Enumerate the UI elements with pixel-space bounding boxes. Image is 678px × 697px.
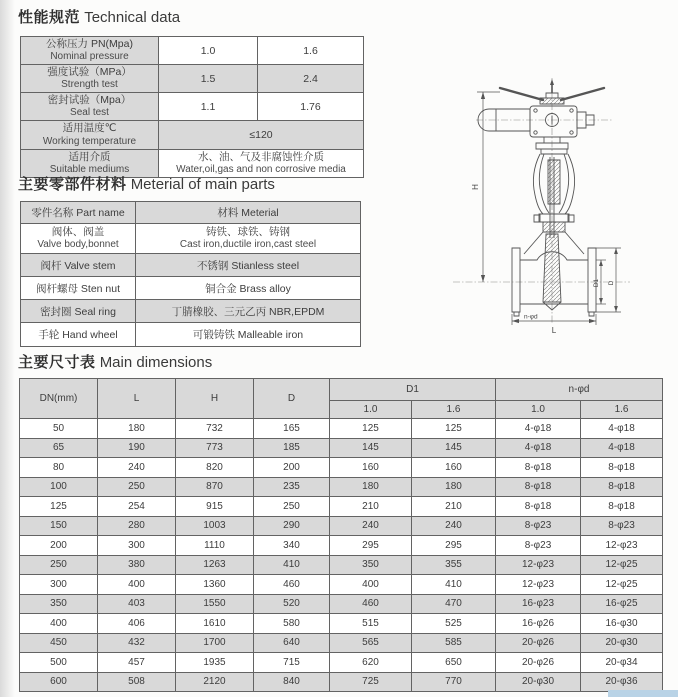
subheader-d1-pn10: 1.0 xyxy=(330,401,412,419)
table-row xyxy=(20,536,663,556)
section-title-materials-zh: 主要零部件材料 xyxy=(18,176,127,193)
d-dimension-label: D xyxy=(608,280,615,286)
cell-h: 915 xyxy=(176,497,254,517)
cell-dn: 400 xyxy=(20,614,98,634)
section-title-technical-en: Technical data xyxy=(84,9,181,26)
cell-nphid-pn16: 20-φ30 xyxy=(581,633,663,653)
part-zh: 阀体、阀盖 xyxy=(51,225,105,238)
table-row xyxy=(20,633,663,653)
cell-material: 不锈钢 Stianless steel xyxy=(136,254,361,277)
cell-dn: 450 xyxy=(20,633,98,653)
scan-corner-artifact xyxy=(608,690,678,697)
cell-d: 250 xyxy=(254,497,330,517)
cell-l: 240 xyxy=(98,458,176,478)
cell-dn: 250 xyxy=(20,555,98,575)
cell-part: 阀杆 Valve stem xyxy=(21,254,136,277)
cell-nphid-pn16: 16-φ30 xyxy=(581,614,663,634)
cell-d: 185 xyxy=(254,438,330,458)
table-row xyxy=(20,614,663,634)
cell-h: 2120 xyxy=(176,672,254,692)
part-en: Valve body,bonnet xyxy=(37,239,119,251)
cell-nphid-pn16: 4-φ18 xyxy=(581,438,663,458)
table-row xyxy=(21,254,361,277)
table-row xyxy=(20,575,663,595)
technical-data-table xyxy=(20,36,364,178)
cell-nphid-pn10: 20-φ26 xyxy=(496,653,581,673)
label-zh: 密封试验（Mpa） xyxy=(47,94,132,107)
table-row xyxy=(20,458,663,478)
cell-d1-pn10: 145 xyxy=(330,438,412,458)
cell: 1.6 xyxy=(258,37,364,65)
l-dimension-label: L xyxy=(551,326,557,335)
cell-nphid-pn10: 12-φ23 xyxy=(496,555,581,575)
cell-d: 580 xyxy=(254,614,330,634)
column-header-nphid-group: n-φd xyxy=(496,379,663,401)
row-header-nominal-pressure xyxy=(21,37,159,65)
cell-d1-pn10: 350 xyxy=(330,555,412,575)
actuator xyxy=(478,93,594,154)
cell-dn: 125 xyxy=(20,497,98,517)
label-en: Seal test xyxy=(70,107,109,119)
cell-h: 1360 xyxy=(176,575,254,595)
cell-d1-pn16: 470 xyxy=(412,594,496,614)
table-row xyxy=(21,121,364,149)
row-header-strength-test xyxy=(21,65,159,93)
subheader-nphid-pn10: 1.0 xyxy=(496,401,581,419)
cell-nphid-pn10: 4-φ18 xyxy=(496,419,581,439)
cell-d1-pn16: 180 xyxy=(412,477,496,497)
cell-h: 1003 xyxy=(176,516,254,536)
cell-h: 773 xyxy=(176,438,254,458)
cell-nphid-pn16: 8-φ18 xyxy=(581,458,663,478)
table-row xyxy=(20,497,663,517)
cell-h: 1110 xyxy=(176,536,254,556)
table-row xyxy=(20,672,663,692)
cell-temperature-value: ≤120 xyxy=(159,121,364,149)
cell-nphid-pn10: 8-φ18 xyxy=(496,497,581,517)
cell-dn: 200 xyxy=(20,536,98,556)
table-row xyxy=(21,300,361,323)
label-en: Working temperature xyxy=(42,135,137,147)
cell-material xyxy=(136,224,361,254)
cell-d1-pn10: 620 xyxy=(330,653,412,673)
section-title-dimensions xyxy=(18,351,212,372)
cell-nphid-pn10: 12-φ23 xyxy=(496,575,581,595)
cell-d1-pn16: 160 xyxy=(412,458,496,478)
cell-dn: 80 xyxy=(20,458,98,478)
cell-h: 1263 xyxy=(176,555,254,575)
cell-h: 870 xyxy=(176,477,254,497)
cell-d: 410 xyxy=(254,555,330,575)
valve-technical-drawing xyxy=(440,62,678,352)
cell-h: 1610 xyxy=(176,614,254,634)
cell-d1-pn10: 210 xyxy=(330,497,412,517)
section-title-technical-zh: 性能规范 xyxy=(18,9,81,26)
column-header-material: 材料 Meterial xyxy=(136,202,361,224)
cell-h: 1700 xyxy=(176,633,254,653)
d1-dimension-label: D1 xyxy=(593,278,600,288)
cell-nphid-pn16: 12-φ25 xyxy=(581,575,663,595)
cell-d1-pn16: 145 xyxy=(412,438,496,458)
cell-d1-pn10: 295 xyxy=(330,536,412,556)
label-en: Strength test xyxy=(61,79,118,91)
cell-l: 380 xyxy=(98,555,176,575)
cell-nphid-pn16: 4-φ18 xyxy=(581,419,663,439)
cell-part: 手轮 Hand wheel xyxy=(21,323,136,347)
cell-dn: 50 xyxy=(20,419,98,439)
cell-part xyxy=(21,224,136,254)
cell: 1.5 xyxy=(159,65,258,93)
table-row xyxy=(21,37,364,65)
section-title-dimensions-zh: 主要尺寸表 xyxy=(18,354,96,371)
cell-dn: 350 xyxy=(20,594,98,614)
cell-d1-pn16: 585 xyxy=(412,633,496,653)
cell-d1-pn10: 460 xyxy=(330,594,412,614)
cell-material: 可锻铸铁 Malleable iron xyxy=(136,323,361,347)
cell-nphid-pn10: 16-φ26 xyxy=(496,614,581,634)
cell-dn: 500 xyxy=(20,653,98,673)
subheader-d1-pn16: 1.6 xyxy=(412,401,496,419)
cell-d: 640 xyxy=(254,633,330,653)
table-row xyxy=(20,594,663,614)
cell-d: 290 xyxy=(254,516,330,536)
subheader-nphid-pn16: 1.6 xyxy=(581,401,663,419)
section-title-technical xyxy=(18,6,180,27)
cell-d1-pn10: 515 xyxy=(330,614,412,634)
cell-nphid-pn10: 20-φ26 xyxy=(496,633,581,653)
cell: 2.4 xyxy=(258,65,364,93)
cell-nphid-pn16: 16-φ25 xyxy=(581,594,663,614)
table-row xyxy=(20,438,663,458)
cell-nphid-pn10: 16-φ23 xyxy=(496,594,581,614)
cell-d: 460 xyxy=(254,575,330,595)
cell-d1-pn16: 210 xyxy=(412,497,496,517)
cell: 1.1 xyxy=(159,93,258,121)
label-en: Suitable mediums xyxy=(49,163,130,175)
table-row xyxy=(20,516,663,536)
cell-dn: 65 xyxy=(20,438,98,458)
table-row xyxy=(20,477,663,497)
cell-nphid-pn16: 12-φ23 xyxy=(581,536,663,556)
cell-d1-pn16: 240 xyxy=(412,516,496,536)
value-zh: 水、油、气及非腐蚀性介质 xyxy=(198,150,324,163)
cell-h: 732 xyxy=(176,419,254,439)
table-row xyxy=(21,93,364,121)
table-row xyxy=(21,65,364,93)
cell-d1-pn10: 180 xyxy=(330,477,412,497)
column-header-l: L xyxy=(98,379,176,419)
scan-edge-shadow xyxy=(0,0,15,697)
cell-l: 190 xyxy=(98,438,176,458)
cell-part: 阀杆螺母 Sten nut xyxy=(21,277,136,300)
label-en: Nominal pressure xyxy=(50,51,129,63)
column-header-d1-group: D1 xyxy=(330,379,496,401)
table-row xyxy=(20,555,663,575)
cell-nphid-pn10: 8-φ18 xyxy=(496,458,581,478)
material-zh: 铸铁、球铁、铸钢 xyxy=(206,225,290,238)
section-title-materials-en: Meterial of main parts xyxy=(130,176,275,193)
table-row xyxy=(20,653,663,673)
column-header-h: H xyxy=(176,379,254,419)
label-zh: 适用温度℃ xyxy=(62,122,117,135)
h-dimension-label: H xyxy=(471,184,480,190)
cell-d1-pn16: 295 xyxy=(412,536,496,556)
cell-nphid-pn16: 8-φ18 xyxy=(581,497,663,517)
value-en: Water,oil,gas and non corrosive media xyxy=(176,163,346,175)
materials-table xyxy=(20,201,361,347)
cell-d: 200 xyxy=(254,458,330,478)
section-title-materials xyxy=(18,173,275,194)
cell-nphid-pn16: 8-φ18 xyxy=(581,477,663,497)
cell: 1.76 xyxy=(258,93,364,121)
row-header-seal-test xyxy=(21,93,159,121)
cell-dn: 100 xyxy=(20,477,98,497)
row-header-working-temperature xyxy=(21,121,159,149)
cell-nphid-pn16: 8-φ23 xyxy=(581,516,663,536)
table-row xyxy=(20,419,663,439)
cell-nphid-pn16: 12-φ25 xyxy=(581,555,663,575)
cell-d1-pn16: 410 xyxy=(412,575,496,595)
cell-nphid-pn10: 8-φ23 xyxy=(496,516,581,536)
cell-d: 235 xyxy=(254,477,330,497)
cell-d: 520 xyxy=(254,594,330,614)
label-zh: 强度试验（MPa） xyxy=(47,66,132,79)
cell-d1-pn10: 725 xyxy=(330,672,412,692)
cell-d1-pn16: 355 xyxy=(412,555,496,575)
cell-nphid-pn10: 4-φ18 xyxy=(496,438,581,458)
column-header-d: D xyxy=(254,379,330,419)
cell-l: 406 xyxy=(98,614,176,634)
cell-l: 400 xyxy=(98,575,176,595)
cell-nphid-pn10: 8-φ18 xyxy=(496,477,581,497)
column-header-part-name: 零件名称 Part name xyxy=(21,202,136,224)
cell-l: 180 xyxy=(98,419,176,439)
cell-l: 250 xyxy=(98,477,176,497)
cell: 1.0 xyxy=(159,37,258,65)
cell-dn: 600 xyxy=(20,672,98,692)
cell-l: 432 xyxy=(98,633,176,653)
cell-part: 密封圈 Seal ring xyxy=(21,300,136,323)
cell-d: 340 xyxy=(254,536,330,556)
cell-l: 508 xyxy=(98,672,176,692)
cell-l: 280 xyxy=(98,516,176,536)
cell-h: 820 xyxy=(176,458,254,478)
label-zh: 公称压力 PN(Mpa) xyxy=(46,38,133,50)
cell-h: 1935 xyxy=(176,653,254,673)
cell-d1-pn16: 650 xyxy=(412,653,496,673)
cell-nphid-pn10: 8-φ23 xyxy=(496,536,581,556)
cell-d1-pn16: 525 xyxy=(412,614,496,634)
cell-nphid-pn16: 20-φ34 xyxy=(581,653,663,673)
table-row xyxy=(21,277,361,300)
cell-material: 丁腈橡胶、三元乙丙 NBR,EPDM xyxy=(136,300,361,323)
table-header-row xyxy=(21,202,361,224)
cell-d: 715 xyxy=(254,653,330,673)
cell-d: 840 xyxy=(254,672,330,692)
cell-dn: 150 xyxy=(20,516,98,536)
material-en: Cast iron,ductile iron,cast steel xyxy=(179,239,317,251)
cell-d1-pn10: 400 xyxy=(330,575,412,595)
bolt-pattern-label: n-φd xyxy=(524,313,538,321)
cell-l: 254 xyxy=(98,497,176,517)
table-row xyxy=(21,323,361,347)
dimensions-table xyxy=(19,378,663,692)
cell-l: 300 xyxy=(98,536,176,556)
cell-nphid-pn16: 20-φ36 xyxy=(581,672,663,692)
cell-l: 457 xyxy=(98,653,176,673)
cell-nphid-pn10: 20-φ30 xyxy=(496,672,581,692)
cell-d: 165 xyxy=(254,419,330,439)
column-header-dn: DN(mm) xyxy=(20,379,98,419)
label-zh: 适用介质 xyxy=(68,150,111,163)
cell-l: 403 xyxy=(98,594,176,614)
cell-material: 铜合金 Brass alloy xyxy=(136,277,361,300)
section-title-dimensions-en: Main dimensions xyxy=(99,354,213,371)
valve-body xyxy=(512,234,596,316)
cell-d1-pn10: 125 xyxy=(330,419,412,439)
table-header-row xyxy=(20,379,663,401)
cell-d1-pn10: 240 xyxy=(330,516,412,536)
table-row xyxy=(21,224,361,254)
cell-dn: 300 xyxy=(20,575,98,595)
cell-d1-pn10: 160 xyxy=(330,458,412,478)
cell-d1-pn10: 565 xyxy=(330,633,412,653)
cell-h: 1550 xyxy=(176,594,254,614)
cell-d1-pn16: 770 xyxy=(412,672,496,692)
cell-d1-pn16: 125 xyxy=(412,419,496,439)
